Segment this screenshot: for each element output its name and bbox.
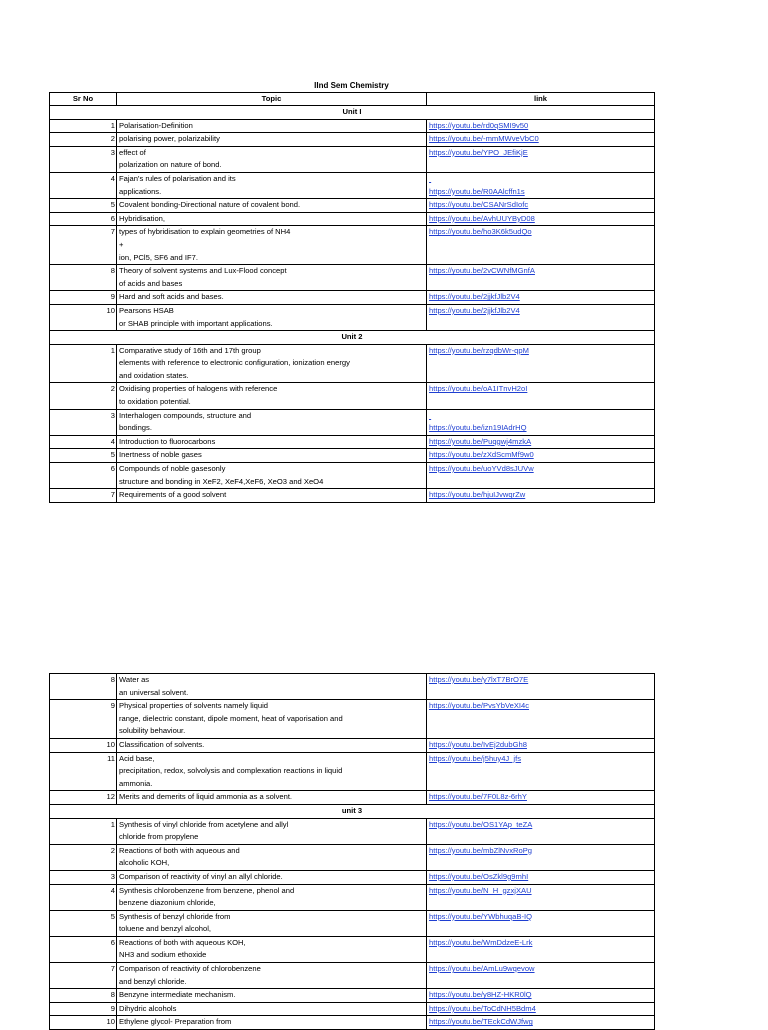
video-link-text[interactable]: https://youtu.be/PvsYbVeXI4c: [429, 701, 530, 711]
video-link-text[interactable]: https://youtu.be/zXdScmMf9w0: [429, 450, 534, 460]
sheet-page-2: [49, 673, 654, 1030]
unit-row: [50, 804, 655, 818]
topic-cell: [117, 449, 427, 463]
topic-cell: [117, 1002, 427, 1016]
topic-line: Theory of solvent systems and Lux-Flood concept: [119, 266, 287, 276]
topic-line: Interhalogen compounds, structure and: [119, 410, 252, 420]
table-row: [50, 409, 655, 435]
sr-no-cell: 9: [50, 291, 117, 305]
unit-heading: Unit 2: [50, 331, 655, 345]
table-row: [50, 146, 655, 172]
sr-no-cell: 10: [50, 1016, 117, 1030]
topic-line: ion, PCl5, SF6 and IF7.: [119, 252, 198, 262]
unit-row: [50, 106, 655, 120]
video-link-text[interactable]: https://youtu.be/IvEj2dubGh8: [429, 739, 527, 749]
topic-cell: [117, 936, 427, 962]
table-row: [50, 1002, 655, 1016]
topic-line: Physical properties of solvents namely liquid: [119, 701, 268, 711]
topic-line: Oxidising properties of halogens with reference: [119, 384, 278, 394]
table-row: [50, 884, 655, 910]
topic-line: elements with reference to electronic configuration, ionization energy: [119, 358, 350, 368]
topic-cell: [117, 989, 427, 1003]
topic-line: or SHAB principle with important applications.: [119, 318, 273, 328]
video-link[interactable]: [427, 674, 655, 700]
topic-cell: [117, 199, 427, 213]
video-link-text[interactable]: https://youtu.be/7F0L8z-6rhY: [429, 792, 527, 802]
table-row: [50, 818, 655, 844]
sr-no-cell: 2: [50, 133, 117, 147]
topic-cell: [117, 291, 427, 305]
video-link-text[interactable]: https://youtu.be/AvhUUYByD08: [429, 213, 535, 223]
topic-cell: [117, 738, 427, 752]
topic-cell: [117, 435, 427, 449]
video-link-text[interactable]: https://youtu.be/uoYVd8sJUVw: [429, 464, 534, 474]
video-link-text[interactable]: https://youtu.be/2vCWNfMGnfA: [429, 266, 535, 276]
video-link-text[interactable]: https://youtu.be/j5huy4J_jfs: [429, 753, 522, 763]
video-link[interactable]: [427, 291, 655, 305]
header-sr-no: Sr No: [50, 93, 117, 106]
video-link[interactable]: [427, 199, 655, 213]
video-link[interactable]: [427, 133, 655, 147]
topic-line: Inertness of noble gases: [119, 450, 202, 460]
video-link[interactable]: [427, 989, 655, 1003]
topic-cell: [117, 304, 427, 330]
video-link-text[interactable]: https://youtu.be/2jjkfJlb2V4: [429, 305, 520, 315]
link-spacer: [429, 173, 652, 186]
topic-line: Merits and demerits of liquid ammonia as a solvent.: [119, 792, 293, 802]
topic-line: alcoholic KOH,: [119, 858, 170, 868]
sr-no-cell: 8: [50, 674, 117, 700]
topic-line: Ethylene glycol- Preparation from: [119, 1017, 232, 1027]
topic-cell: [117, 870, 427, 884]
table-row: [50, 435, 655, 449]
video-link-text[interactable]: https://youtu.be/YWbhuqaB-IQ: [429, 911, 532, 921]
video-link[interactable]: [427, 791, 655, 805]
video-link[interactable]: [427, 752, 655, 791]
topic-cell: [117, 884, 427, 910]
video-link[interactable]: [427, 870, 655, 884]
unit-heading: unit 3: [50, 804, 655, 818]
header-link: link: [427, 93, 655, 106]
topic-cell: [117, 172, 427, 198]
topic-cell: [117, 818, 427, 844]
sr-no-cell: 1: [50, 344, 117, 383]
topic-line: ammonia.: [119, 778, 153, 788]
table-row: [50, 674, 655, 700]
topic-line: Synthesis of benzyl chloride from: [119, 911, 231, 921]
table-row: [50, 791, 655, 805]
video-link-text[interactable]: https://youtu.be/N_H_gzxjXAU: [429, 885, 532, 895]
video-link[interactable]: [427, 463, 655, 489]
topic-line: Comparison of reactivity of chlorobenzene: [119, 964, 261, 974]
topic-line: Requirements of a good solvent: [119, 490, 227, 500]
topic-line: Covalent bonding-Directional nature of covalent bond.: [119, 200, 301, 210]
video-link[interactable]: [427, 910, 655, 936]
sr-no-cell: 4: [50, 172, 117, 198]
video-link-text[interactable]: https://youtu.be/OsZkl9g9mhI: [429, 871, 529, 881]
video-link-text[interactable]: https://youtu.be/WmDdzeE-Lrk: [429, 937, 533, 947]
table-row: [50, 844, 655, 870]
topic-cell: [117, 844, 427, 870]
video-link-text[interactable]: https://youtu.be/-mmMWveVbC0: [429, 134, 539, 144]
topic-line: Fajan's rules of polarisation and its: [119, 173, 236, 183]
video-link[interactable]: [427, 304, 655, 330]
sr-no-cell: 8: [50, 989, 117, 1003]
topic-cell: [117, 791, 427, 805]
table-row: [50, 752, 655, 791]
video-link-text[interactable]: https://youtu.be/AmLu9wqevow: [429, 964, 535, 974]
topic-cell: [117, 146, 427, 172]
video-link[interactable]: [427, 172, 655, 198]
table-row: [50, 344, 655, 383]
topic-cell: [117, 700, 427, 739]
sr-no-cell: 6: [50, 212, 117, 226]
topic-line: Acid base,: [119, 753, 155, 763]
video-link[interactable]: [427, 435, 655, 449]
video-link-text[interactable]: https://youtu.be/YPO_JEfiKjE: [429, 147, 528, 157]
topic-line: to oxidation potential.: [119, 397, 191, 407]
video-link-text[interactable]: https://youtu.be/rzqdbWr-qpM: [429, 345, 529, 355]
topic-line: range, dielectric constant, dipole moment, heat of vaporisation and: [119, 713, 343, 723]
topic-line: types of hybridisation to explain geometries of NH4: [119, 227, 291, 237]
topic-cell: [117, 212, 427, 226]
unit-row: [50, 331, 655, 345]
topic-line: Synthesis of vinyl chloride from acetylene and allyl: [119, 819, 289, 829]
sr-no-cell: 3: [50, 870, 117, 884]
topic-cell: [117, 119, 427, 133]
sr-no-cell: 2: [50, 383, 117, 409]
sr-no-cell: 7: [50, 226, 117, 265]
topic-cell: [117, 963, 427, 989]
video-link[interactable]: [427, 884, 655, 910]
topic-cell: [117, 344, 427, 383]
video-link[interactable]: [427, 226, 655, 265]
topic-line: Classification of solvents.: [119, 739, 205, 749]
video-link[interactable]: [427, 409, 655, 435]
topic-cell: [117, 1016, 427, 1030]
topic-line: toluene and benzyl alcohol,: [119, 924, 212, 934]
topic-line: structure and bonding in XeF2, XeF4,XeF6, XeO3 and XeO4: [119, 476, 324, 486]
sr-no-cell: 9: [50, 700, 117, 739]
sr-no-cell: 3: [50, 409, 117, 435]
video-link[interactable]: [427, 449, 655, 463]
topic-line: an universal solvent.: [119, 687, 189, 697]
table-row: [50, 936, 655, 962]
table-row: [50, 265, 655, 291]
video-link-text[interactable]: https://youtu.be/ToCdNH5Bdm4: [429, 1003, 536, 1013]
topic-line: precipitation, redox, solvolysis and complexation reactions in liquid: [119, 766, 343, 776]
topic-line: Comparison of reactivity of vinyl an allyl chloride.: [119, 871, 283, 881]
table-row: [50, 449, 655, 463]
video-link-text[interactable]: https://youtu.be/y8HZ-HKR0lQ: [429, 990, 532, 1000]
table-row: [50, 199, 655, 213]
video-link[interactable]: [427, 738, 655, 752]
video-link-text[interactable]: https://youtu.be/OS1YAp_teZA: [429, 819, 533, 829]
video-link[interactable]: [427, 489, 655, 503]
topic-cell: [117, 226, 427, 265]
video-link[interactable]: [427, 146, 655, 172]
table-row: [50, 738, 655, 752]
sr-no-cell: 10: [50, 304, 117, 330]
sr-no-cell: 2: [50, 844, 117, 870]
video-link[interactable]: [427, 119, 655, 133]
sr-no-cell: 9: [50, 1002, 117, 1016]
sr-no-cell: 10: [50, 738, 117, 752]
topic-line: Compounds of noble gasesonly: [119, 464, 226, 474]
topic-line: of acids and bases: [119, 278, 183, 288]
topic-cell: [117, 265, 427, 291]
table-row: [50, 989, 655, 1003]
table-row: [50, 133, 655, 147]
topic-cell: [117, 133, 427, 147]
topic-line: Reactions of both with aqueous and: [119, 845, 240, 855]
video-link[interactable]: [427, 383, 655, 409]
topic-line: and benzyl chloride.: [119, 976, 187, 986]
header-topic: Topic: [117, 93, 427, 106]
topic-cell: [117, 383, 427, 409]
topic-cell: [117, 752, 427, 791]
topic-line: Introduction to fluorocarbons: [119, 436, 216, 446]
topic-line: polarization on nature of bond.: [119, 160, 222, 170]
video-link-text[interactable]: https://youtu.be/hjuIJvwqrZw: [429, 490, 526, 500]
table-row: [50, 119, 655, 133]
topic-line: Synthesis chlorobenzene from benzene, phenol and: [119, 885, 295, 895]
video-link[interactable]: [427, 818, 655, 844]
sr-no-cell: 6: [50, 936, 117, 962]
sr-no-cell: 4: [50, 435, 117, 449]
table-row: [50, 304, 655, 330]
topic-line: and oxidation states.: [119, 370, 189, 380]
video-link[interactable]: [427, 963, 655, 989]
video-link-text[interactable]: https://youtu.be/rd0qSMI9v50: [429, 120, 529, 130]
video-link-text[interactable]: https://youtu.be/TEckCdWJfwg: [429, 1017, 533, 1027]
table-row: [50, 463, 655, 489]
video-link[interactable]: [427, 1002, 655, 1016]
topic-line: Water as: [119, 675, 150, 684]
topic-line: Reactions of both with aqueous KOH,: [119, 937, 246, 947]
table-body-1: [50, 106, 655, 503]
topic-line: bondings.: [119, 423, 152, 433]
table-row: [50, 291, 655, 305]
video-link[interactable]: [427, 344, 655, 383]
video-link-text[interactable]: https://youtu.be/mbZlNvxRoPg: [429, 845, 532, 855]
video-link-text[interactable]: https://youtu.be/y7lxT7BrO7E: [429, 675, 529, 684]
topic-line: Polarisation-Definition: [119, 120, 193, 130]
table-row: [50, 963, 655, 989]
video-link[interactable]: [427, 844, 655, 870]
topic-line: benzene diazonium chloride,: [119, 898, 216, 908]
video-link[interactable]: [427, 265, 655, 291]
sr-no-cell: 8: [50, 265, 117, 291]
table-row: [50, 383, 655, 409]
topic-cell: [117, 910, 427, 936]
sr-no-cell: 1: [50, 818, 117, 844]
topic-cell: [117, 409, 427, 435]
link-spacer: [429, 410, 652, 423]
table-row: [50, 226, 655, 265]
sheet-title: IInd Sem Chemistry: [314, 81, 389, 90]
topic-line: solubility behaviour.: [119, 726, 186, 736]
sheet-page-1: [49, 80, 654, 503]
sr-no-cell: 3: [50, 146, 117, 172]
video-link[interactable]: [427, 1016, 655, 1030]
sr-no-cell: 7: [50, 963, 117, 989]
video-link[interactable]: [427, 212, 655, 226]
video-link-text[interactable]: https://youtu.be/2jjkfJlb2V4: [429, 292, 520, 302]
table-row: [50, 212, 655, 226]
sr-no-cell: 5: [50, 449, 117, 463]
sr-no-cell: 1: [50, 119, 117, 133]
sr-no-cell: 6: [50, 463, 117, 489]
sr-no-cell: 4: [50, 884, 117, 910]
sr-no-cell: 7: [50, 489, 117, 503]
table-row: [50, 870, 655, 884]
topic-line: applications.: [119, 186, 162, 196]
topic-line: polarising power, polarizability: [119, 134, 220, 144]
table-row: [50, 1016, 655, 1030]
video-link[interactable]: [427, 936, 655, 962]
topic-line: Dihydric alcohols: [119, 1003, 177, 1013]
topic-line: NH3 and sodium ethoxide: [119, 950, 207, 960]
topic-cell: [117, 674, 427, 700]
topic-line: +: [119, 239, 124, 249]
topic-line: chloride from propylene: [119, 832, 199, 842]
topic-line: Benzyne intermediate mechanism.: [119, 990, 236, 1000]
topics-table-1: [49, 92, 655, 503]
topic-line: Hybridisation,: [119, 213, 166, 223]
table-row: [50, 910, 655, 936]
topic-line: effect of: [119, 147, 146, 157]
video-link-text[interactable]: https://youtu.be/CSANrSdIofc: [429, 200, 529, 210]
topic-cell: [117, 489, 427, 503]
video-link-text[interactable]: https://youtu.be/Puqgwj4mzkA: [429, 436, 532, 446]
video-link-text[interactable]: https://youtu.be/oA1ITnvH2oI: [429, 384, 528, 394]
table-row: [50, 172, 655, 198]
sr-no-cell: 12: [50, 791, 117, 805]
topic-cell: [117, 463, 427, 489]
sr-no-cell: 5: [50, 199, 117, 213]
topic-line: Comparative study of 16th and 17th group: [119, 345, 261, 355]
topics-table-2: [49, 673, 655, 1030]
unit-heading: Unit I: [50, 106, 655, 120]
video-link-text[interactable]: https://youtu.be/izn19IAdrHQ: [429, 423, 527, 433]
video-link-text[interactable]: https://youtu.be/ho3K6k5udQo: [429, 227, 532, 237]
video-link[interactable]: [427, 700, 655, 739]
table-row: [50, 700, 655, 739]
sr-no-cell: 11: [50, 752, 117, 791]
topic-line: Hard and soft acids and bases.: [119, 292, 224, 302]
table-body-2: [50, 674, 655, 1030]
topic-line: Pearsons HSAB: [119, 305, 174, 315]
video-link-text[interactable]: https://youtu.be/R0AAlcffn1s: [429, 186, 525, 196]
sr-no-cell: 5: [50, 910, 117, 936]
table-row: [50, 489, 655, 503]
header-row: [50, 93, 655, 106]
